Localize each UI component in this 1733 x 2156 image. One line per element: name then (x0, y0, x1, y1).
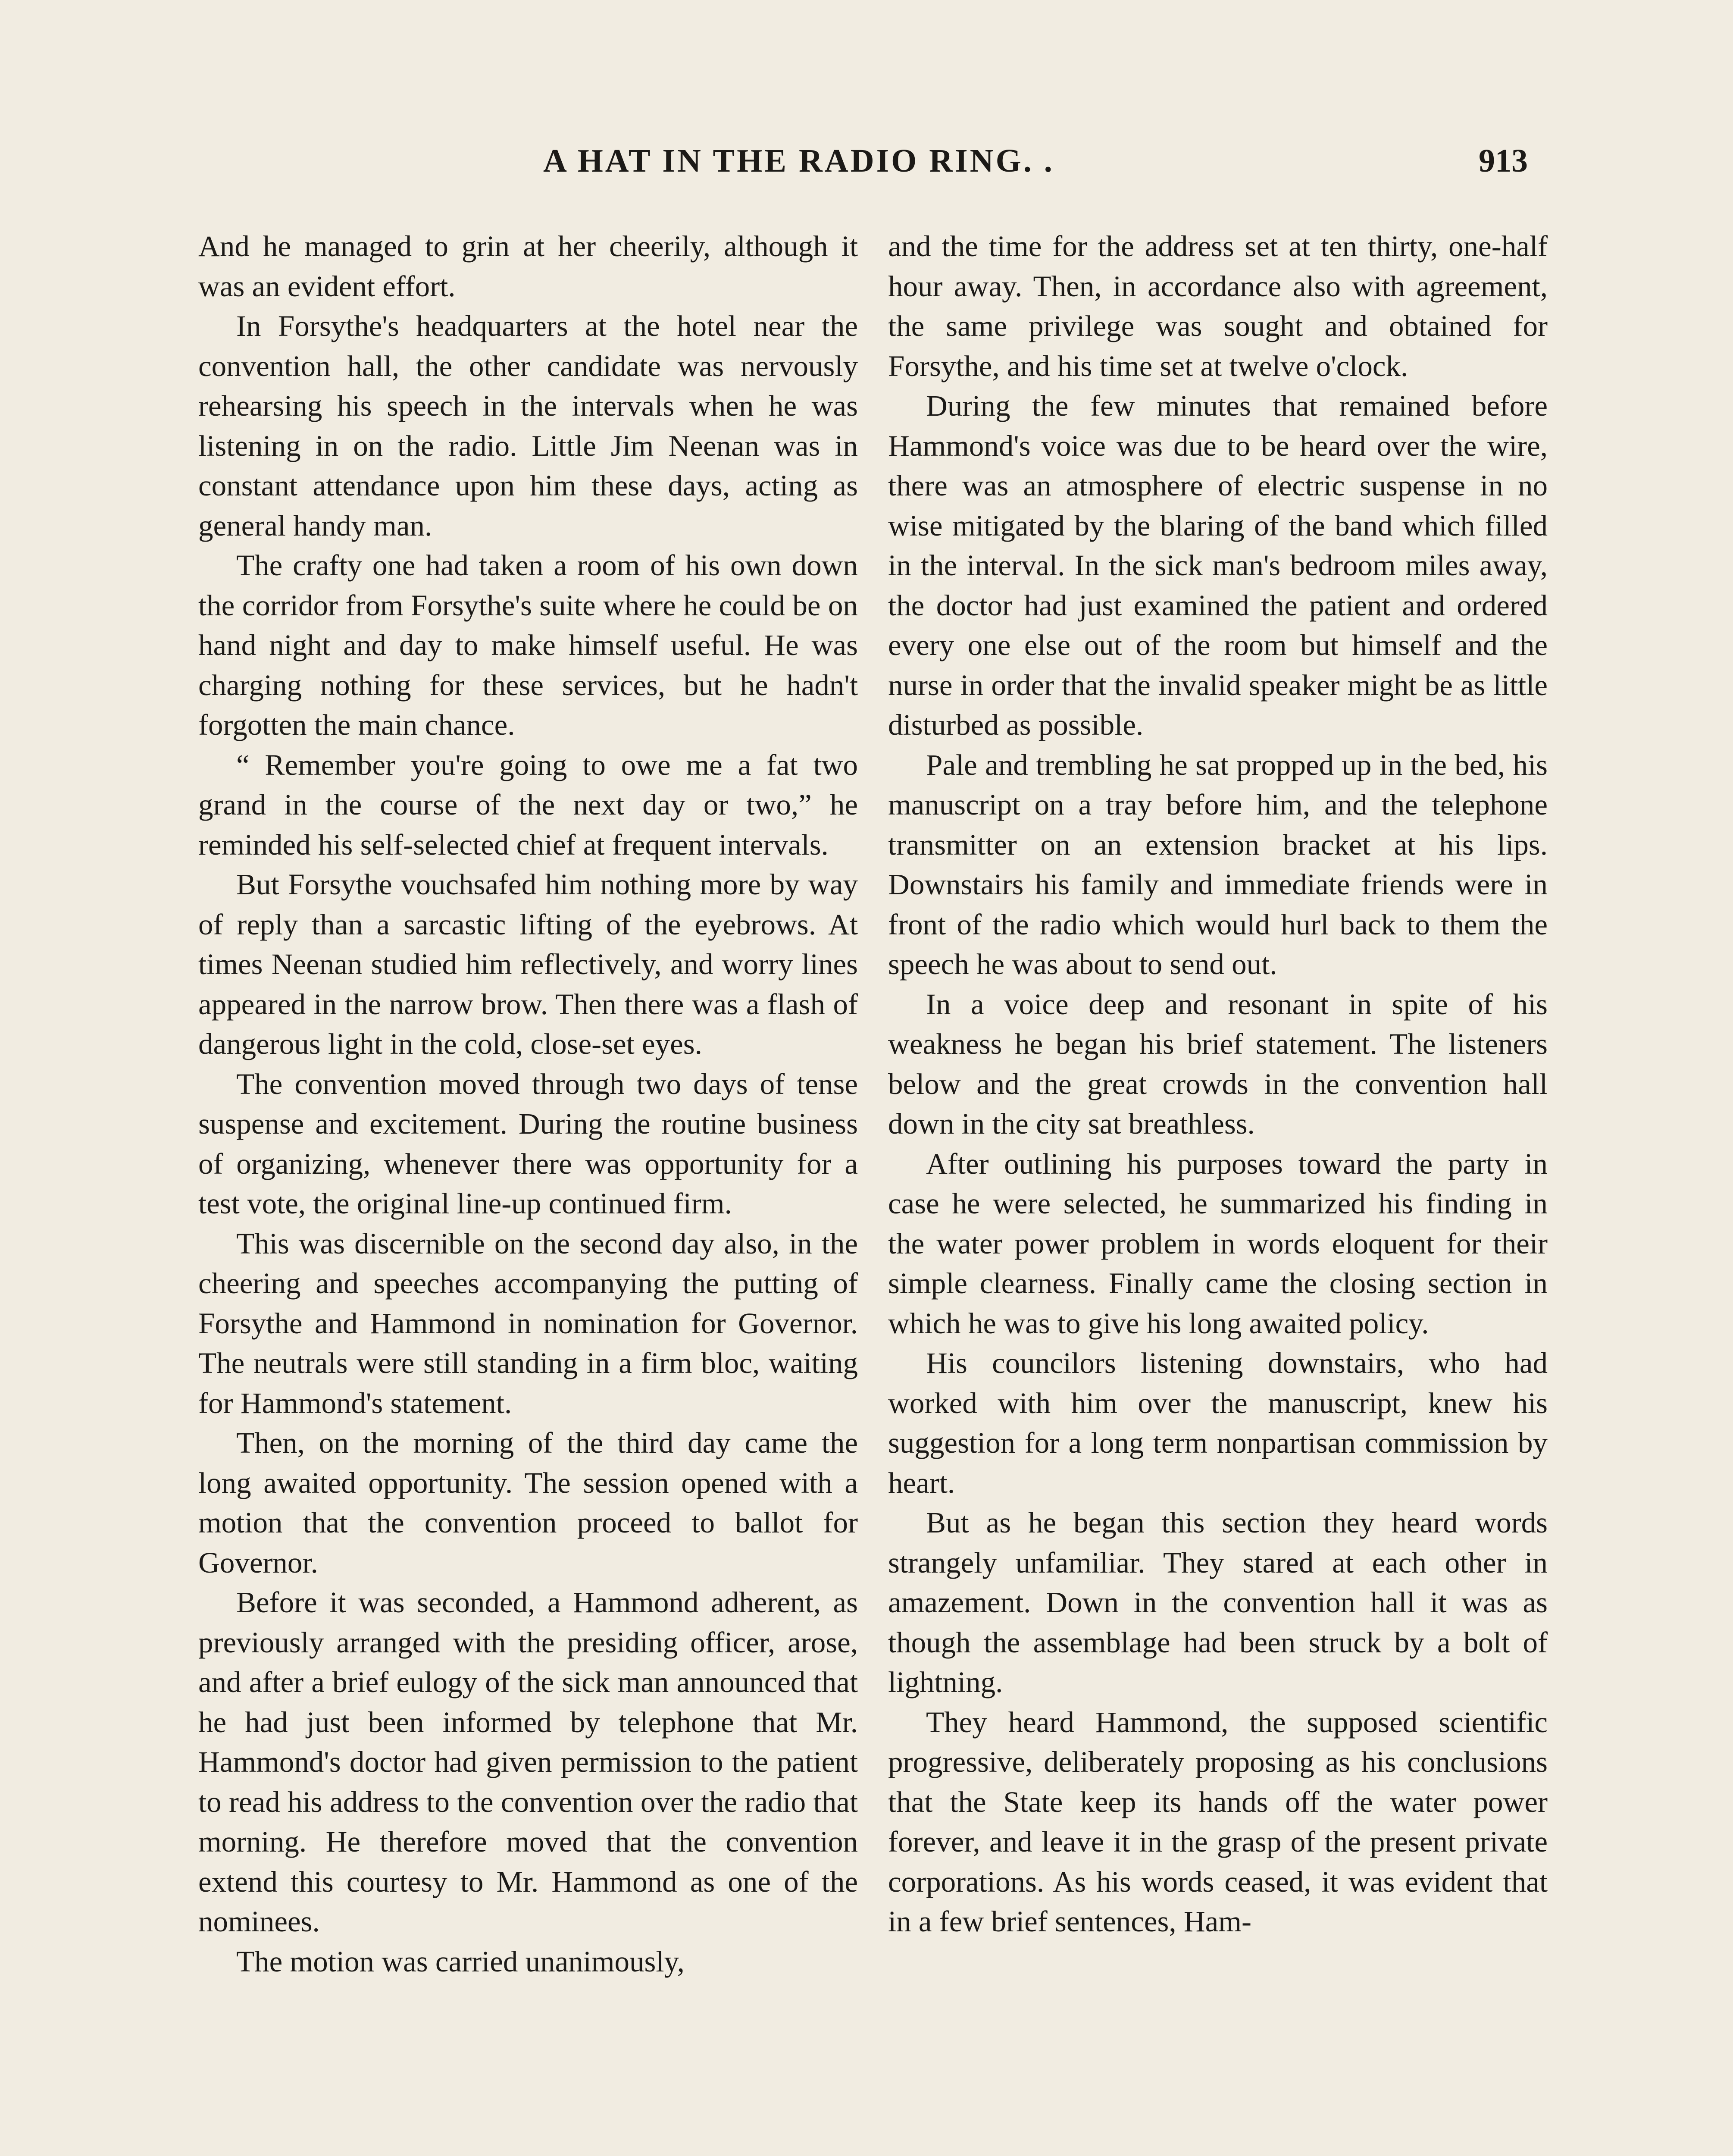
paragraph: Before it was seconded, a Hammond adherent, as previously arranged with the presiding officer, arose, and after a brief eulogy of the sick man announced that he had just been informed by telephone that Mr. Hammond's doctor had given permission to the patient to read his address to the convention over the radio that morning. He therefore moved that the convention extend this courtesy to Mr. Hammond as one of the nominees. (198, 1586, 858, 1938)
paragraph: His councilors listening downstairs, who had worked with him over the manuscript, knew his suggestion for a long term nonpartisan commission by heart. (888, 1347, 1548, 1499)
paragraph: and the time for the address set at ten thirty, one-half hour away. Then, in accordance also with agreement, the same privilege was sought and obtained for Forsythe, and his time set at twelve o'clock. (888, 230, 1548, 382)
paragraph: This was discernible on the second day also, in the cheering and speeches accompanying the putting of Forsythe and Hammond in nomination for Governor. The neutrals were still standing in a firm bloc, waiting for Hammond's statement. (198, 1227, 858, 1420)
left-column (198, 226, 858, 1981)
paragraph: In Forsythe's headquarters at the hotel near the convention hall, the other candidate was nervously rehearsing his speech in the intervals when he was listening in on the radio. Little Jim Neenan was in constant attendance upon him these days, acting as general handy man. (198, 310, 858, 542)
paragraph: After outlining his purposes toward the party in case he were selected, he summarized his finding in the water power problem in words eloquent for their simple clearness. Finally came the closing section in which he was to give his long awaited policy. (888, 1147, 1548, 1340)
paragraph: But Forsythe vouchsafed him nothing more by way of reply than a sarcastic lifting of the eyebrows. At times Neenan studied him reflectively, and worry lines appeared in the narrow brow. Then there was a flash of dangerous light in the cold, close-set eyes. (198, 868, 858, 1060)
paragraph: Then, on the morning of the third day came the long awaited opportunity. The session opened with a motion that the convention proceed to ballot for Governor. (198, 1426, 858, 1579)
page-number: 913 (1479, 143, 1528, 179)
paragraph: Pale and trembling he sat propped up in the bed, his manuscript on a tray before him, and the telephone transmitter on an extension bracket at his lips. Downstairs his family and immediate friends were in front of the radio which would hurl back to them the speech he was about to send out. (888, 748, 1548, 981)
paragraph: The motion was carried unanimously, (236, 1945, 685, 1978)
running-title: A HAT IN THE RADIO RING. . (543, 143, 1054, 179)
paragraph: “ Remember you're going to owe me a fat two grand in the course of the next day or two,” he reminded his self-selected chief at frequent intervals. (198, 748, 858, 861)
paragraph: And he managed to grin at her cheerily, although it was an evident effort. (198, 230, 858, 303)
paragraph: But as he began this section they heard words strangely unfamiliar. They stared at each other in amazement. Down in the convention hall it was as though the assemblage had been struck by a bolt of lightning. (888, 1506, 1548, 1698)
paragraph: In a voice deep and resonant in spite of his weakness he began his brief statement. The listeners below and the great crowds in the convention hall down in the city sat breathless. (888, 987, 1548, 1140)
right-column (888, 226, 1548, 1942)
paragraph: They heard Hammond, the supposed scientific progressive, deliberately proposing as his conclusions that the State keep its hands off the water power forever, and leave it in the grasp of the present private corporations. As his words ceased, it was evident that in a few brief sentences, Ham- (888, 1705, 1548, 1938)
paragraph: The crafty one had taken a room of his own down the corridor from Forsythe's suite where he could be on hand night and day to make himself useful. He was charging nothing for these services, but he hadn't forgotten the main chance. (198, 549, 858, 741)
paragraph: The convention moved through two days of tense suspense and excitement. During the routine business of organizing, whenever there was opportunity for a test vote, the original line-up continued firm. (198, 1067, 858, 1220)
paragraph: During the few minutes that remained before Hammond's voice was due to be heard over the wire, there was an atmosphere of electric suspense in no wise mitigated by the blaring of the band which filled in the interval. In the sick man's bedroom miles away, the doctor had just examined the patient and ordered every one else out of the room but himself and the nurse in order that the invalid speaker might be as little disturbed as possible. (888, 389, 1548, 741)
